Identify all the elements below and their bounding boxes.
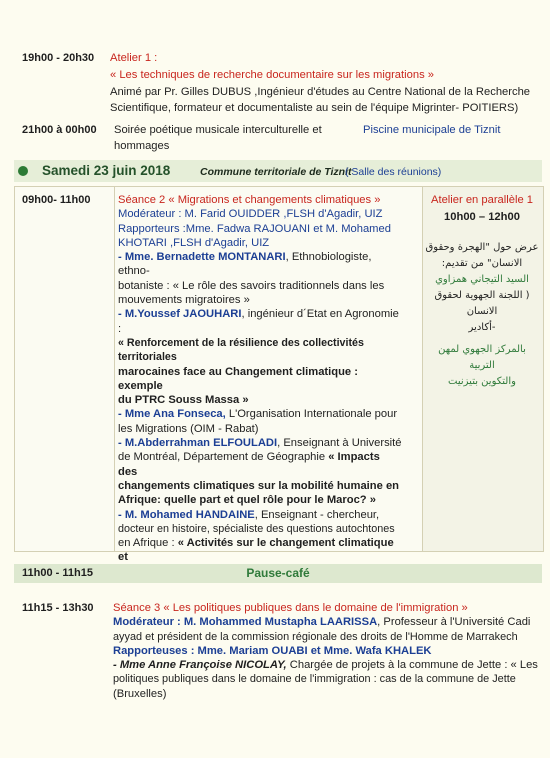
seance3-rapporteuses: Rapporteuses : Mme. Mariam OUABI et Mme. Wafa KHALEK: [113, 644, 432, 657]
day-room: ( Salle des réunions): [345, 166, 442, 178]
seance2-time: 09h00- 11h00: [22, 194, 91, 206]
speaker-affiliation: de Montréal, Département de Géographie: [118, 451, 326, 464]
soiree-time: 21h00 à 00h00: [22, 124, 97, 136]
speaker-jaouhari-line3: marocaines face au Changement climatique : exemple: [118, 365, 358, 392]
pause-cafe-bar: [14, 564, 542, 583]
seance3-moderator-line2: ayyad et président de la commission régionale des droits de l'Homme de Marrakech: [113, 630, 518, 643]
soiree-title-line2: hommages: [114, 140, 170, 152]
moderator-name: Modérateur : M. Mohammed Mustapha LAARISSA: [113, 616, 378, 629]
speaker-affiliation: , ingénieur d´Etat en Agronomie :: [118, 308, 399, 335]
seance2-moderator: Modérateur : M. Farid OUIDDER ,FLSH d'Agadir, UIZ: [118, 208, 383, 221]
seance3-content: [113, 601, 543, 701]
speaker-affiliation: L'Organisation Internationale pour: [225, 408, 398, 421]
parallel-ar-line1: عرض حول "الهجرة وحقوق: [425, 242, 539, 253]
speaker-jaouhari-line2: « Renforcement de la résilience des collectivités territoriales: [118, 336, 364, 364]
seance3-time: 11h15 - 13h30: [22, 602, 94, 614]
speaker-affiliation: , Enseignant à Université: [277, 437, 402, 450]
seance2-rapporteurs-line2: KHOTARI ,FLSH d'Agadir, UIZ: [118, 236, 270, 249]
atelier1-desc-line2: Scientifique, formateur et documentaliste au sein de l'équipe Migrinter- POITIERS): [110, 102, 519, 114]
column-divider: [114, 187, 115, 551]
speaker-affiliation: , Ethnobiologiste, ethno-: [118, 251, 372, 278]
atelier1-desc-line1: Animé par Pr. Gilles DUBUS ,Ingénieur d'études au Centre National de la Recherche: [110, 86, 531, 98]
speaker-affiliation: en Afrique :: [118, 537, 178, 550]
day-header: [14, 160, 542, 182]
parallel-ar-line3: السيد التيجاني همزاوي: [435, 274, 529, 285]
pause-label: Pause-café: [246, 566, 310, 580]
speaker-name: - M.Abderrahman ELFOULADI: [118, 437, 278, 450]
speaker-jaouhari: [118, 307, 402, 336]
speaker-montanari-line2: botaniste : « Le rôle des savoirs traditionnels dans les: [118, 279, 385, 292]
speaker-montanari: [118, 250, 402, 279]
seance3-speaker-line3: (Bruxelles): [113, 687, 167, 700]
speaker-elfouladi: [118, 436, 402, 450]
seance2-rapporteurs-line1: Rapporteurs :Mme. Fadwa RAJOUANI et M. Mohamed: [118, 222, 391, 235]
parallel-ar-line7: والتكوين بتيزنيت: [448, 376, 516, 387]
speaker-name: - Mme Anne Françoise NICOLAY,: [113, 659, 287, 672]
speaker-handaine-line3: [118, 536, 402, 565]
seance3-title: Séance 3 « Les politiques publiques dans le domaine de l'immigration »: [113, 602, 468, 614]
seance2-content: [118, 193, 402, 579]
speaker-elfouladi-line2: [118, 450, 402, 479]
speaker-name: - Mme. Bernadette MONTANARI: [118, 251, 286, 264]
soiree-venue: Piscine municipale de Tiznit: [363, 124, 501, 136]
atelier1-title: Atelier 1 :: [110, 52, 158, 64]
talk-title: « Impacts des: [118, 451, 380, 478]
day-date: Samedi 23 juin 2018: [42, 163, 171, 178]
seance3-moderator: [113, 615, 543, 629]
speaker-montanari-line3: mouvements migratoires »: [118, 294, 250, 307]
parallel-ar-line2: الانسان" من تقديم:: [441, 258, 523, 269]
moderator-affiliation: , Professeur à l'Université Cadi: [377, 616, 531, 629]
speaker-jaouhari-line4: du PTRC Souss Massa »: [118, 394, 249, 407]
soiree-title-line1: Soirée poétique musicale interculturelle et: [114, 124, 322, 136]
seance3-speaker: [113, 658, 543, 672]
atelier1-time: 19h00 - 20h30: [22, 52, 95, 64]
speaker-name: - M.Youssef JAOUHARI: [118, 308, 242, 321]
parallel-ar-line5: -أكادير: [468, 322, 496, 333]
pause-time: 11h00 - 11h15: [22, 567, 93, 579]
parallel-title: Atelier en parallèle 1: [431, 194, 533, 206]
parallel-time: 10h00 – 12h00: [444, 211, 520, 223]
atelier1-subtitle: « Les techniques de recherche documentaire sur les migrations »: [110, 69, 434, 81]
speaker-handaine: [118, 508, 402, 522]
talk-title: « Activités sur le changement climatique et: [118, 537, 394, 564]
speaker-elfouladi-line4: Afrique: quelle part et quel rôle pour le Maroc? »: [118, 494, 376, 507]
parallel-arabic-text: [424, 240, 540, 390]
speaker-name: - M. Mohamed HANDAINE: [118, 508, 255, 521]
seance2-title: Séance 2 « Migrations et changements climatiques »: [118, 194, 381, 206]
speaker-affiliation: , Enseignant - chercheur,: [254, 508, 380, 521]
speaker-affiliation: Chargée de projets à la commune de Jette : « Les: [286, 659, 538, 672]
speaker-fonseca-line2: les Migrations (OIM - Rabat): [118, 422, 259, 435]
day-commune: Commune territoriale de Tiznit: [200, 166, 352, 178]
speaker-elfouladi-line3: changements climatiques sur la mobilité humaine en: [118, 479, 400, 492]
parallel-ar-line4: ( اللجنة الجهوية لحقوق الانسان: [434, 290, 530, 317]
speaker-fonseca: [118, 407, 402, 421]
seance3-speaker-line2: politiques publiques dans le domaine de l'immigration : cas de la commune de Jette: [113, 673, 516, 686]
speaker-name: - Mme Ana Fonseca,: [118, 408, 226, 421]
bullet-icon: [18, 166, 28, 176]
speaker-handaine-line2: docteur en histoire, spécialiste des questions autochtones: [118, 522, 395, 535]
parallel-ar-line6: بالمركز الجهوي لمهن التربية: [438, 344, 526, 371]
